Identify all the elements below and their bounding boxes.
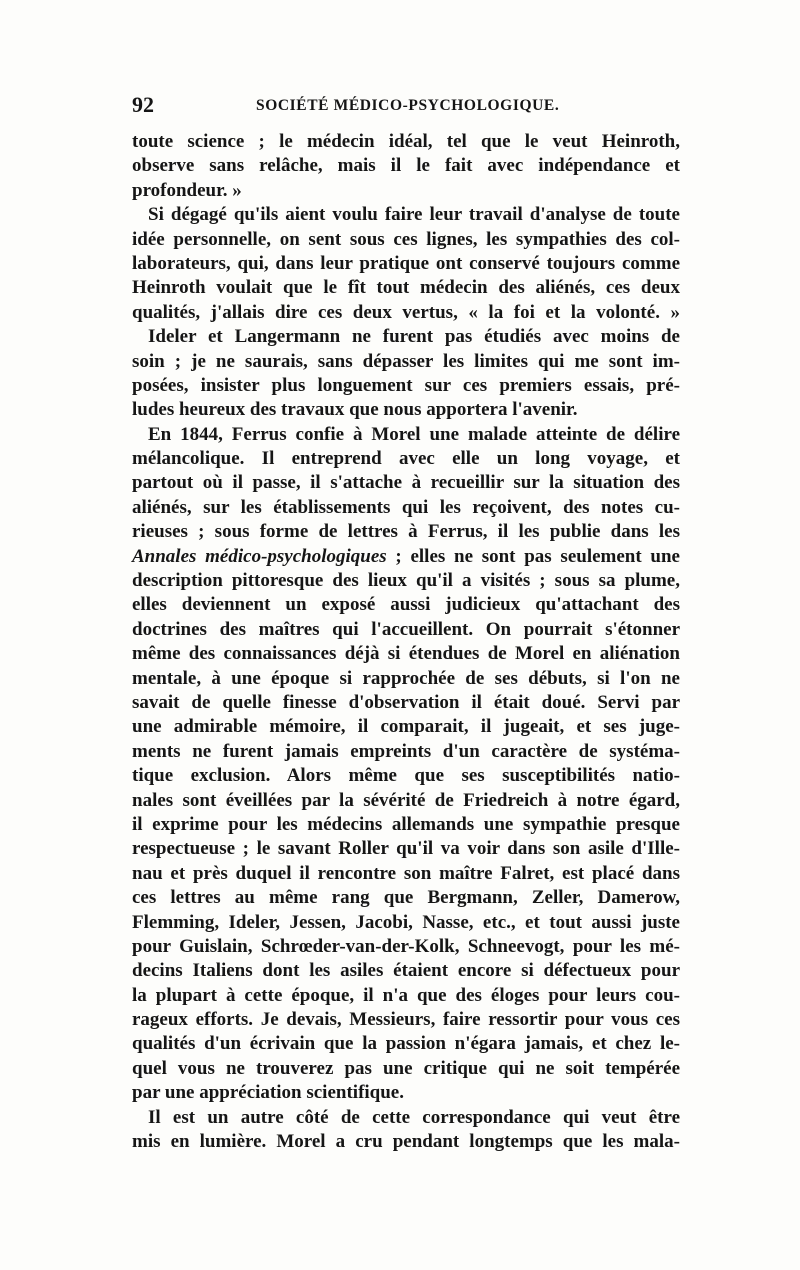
text-line: Si dégagé qu'ils aient voulu faire leur travail d'analyse de toute <box>148 204 680 226</box>
running-title: SOCIÉTÉ MÉDICO-PSYCHOLOGIQUE. <box>256 97 560 114</box>
text-line: description pittoresque des lieux qu'il a visités ; sous sa plume, <box>132 570 680 592</box>
text-line: qualités d'un écrivain que la passion n'égara jamais, et chez le- <box>132 1033 680 1055</box>
text-line: savait de quelle finesse d'observation il était doué. Servi par <box>132 691 680 713</box>
text-line: ments ne furent jamais empreints d'un caractère de systéma- <box>132 740 680 762</box>
text-line: profondeur. » <box>132 179 242 201</box>
text-line: idée personnelle, on sent sous ces lignes, les sympathies des col- <box>132 228 680 250</box>
text-line: Flemming, Ideler, Jessen, Jacobi, Nasse, etc., et tout aussi juste <box>132 911 680 933</box>
text-line: Ideler et Langermann ne furent pas étudiés avec moins de <box>148 326 680 348</box>
text-line: qualités, j'allais dire ces deux vertus, « la foi et la volonté. » <box>132 301 680 323</box>
text-line: mélancolique. Il entreprend avec elle un long voyage, et <box>132 448 680 470</box>
text-line: mentale, à une époque si rapprochée de ses débuts, si l'on ne <box>132 667 680 689</box>
text-line: même des connaissances déjà si étendues de Morel en aliénation <box>132 643 680 665</box>
page-header <box>132 93 680 121</box>
text-line: rageux efforts. Je devais, Messieurs, faire ressortir pour vous ces <box>132 1009 680 1031</box>
body-text <box>132 130 680 1154</box>
text-line: quel vous ne trouverez pas une critique qui ne soit tempérée <box>132 1057 680 1079</box>
text-line: rieuses ; sous forme de lettres à Ferrus, il les publie dans les <box>132 521 680 543</box>
text-line: Annales médico-psychologiques ; elles ne sont pas seulement une <box>132 545 680 567</box>
page-number: 92 <box>132 92 154 117</box>
text-line: soin ; je ne saurais, sans dépasser les limites qui me sont im- <box>132 350 680 372</box>
text-line: posées, insister plus longuement sur ces premiers essais, pré- <box>132 374 680 396</box>
text-line: nau et près duquel il rencontre son maître Falret, est placé dans <box>132 862 680 884</box>
text-line: laborateurs, qui, dans leur pratique ont conservé toujours comme <box>132 252 680 274</box>
text-line: partout où il passe, il s'attache à recueillir sur la situation des <box>132 472 680 494</box>
text-line: elles deviennent un exposé aussi judicieux qu'attachant des <box>132 594 680 616</box>
text-line: respectueuse ; le savant Roller qu'il va voir dans son asile d'Ille- <box>132 838 680 860</box>
text-line: il exprime pour les médecins allemands une sympathie presque <box>132 813 680 835</box>
text-line: decins Italiens dont les asiles étaient encore si défectueux pour <box>132 960 680 982</box>
text-line: pour Guislain, Schrœder-van-der-Kolk, Schneevogt, pour les mé- <box>132 935 680 957</box>
text-line: doctrines des maîtres qui l'accueillent. On pourrait s'étonner <box>132 618 680 640</box>
text-line: Il est un autre côté de cette correspondance qui veut être <box>148 1106 680 1128</box>
text-line: ludes heureux des travaux que nous apportera l'avenir. <box>132 399 578 421</box>
text-line: Heinroth voulait que le fît tout médecin des aliénés, ces deux <box>132 277 680 299</box>
text-line: ces lettres au même rang que Bergmann, Zeller, Damerow, <box>132 887 680 909</box>
text-line: En 1844, Ferrus confie à Morel une malade atteinte de délire <box>148 423 680 445</box>
text-line: toute science ; le médecin idéal, tel que le veut Heinroth, <box>132 131 680 152</box>
text-line: aliénés, sur les établissements qui les reçoivent, des notes cu- <box>132 496 680 518</box>
text-line: par une appréciation scientifique. <box>132 1082 404 1104</box>
text-line: la plupart à cette époque, il n'a que des éloges pour leurs cou- <box>132 984 680 1006</box>
text-line: une admirable mémoire, il comparait, il jugeait, et ses juge- <box>132 716 680 738</box>
text-line: observe sans relâche, mais il le fait avec indépendance et <box>132 155 680 177</box>
text-line: tique exclusion. Alors même que ses susceptibilités natio- <box>132 765 680 787</box>
text-line: mis en lumière. Morel a cru pendant longtemps que les mala- <box>132 1131 680 1153</box>
text-line: nales sont éveillées par la sévérité de Friedreich à notre égard, <box>132 789 680 811</box>
